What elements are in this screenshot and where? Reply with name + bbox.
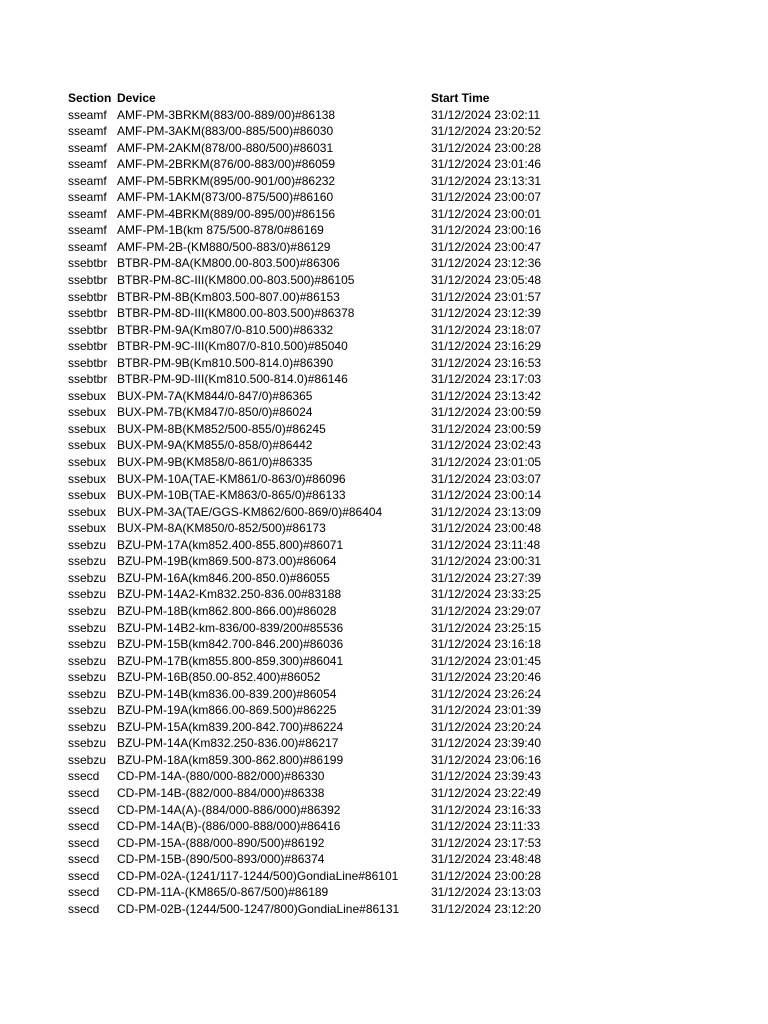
table-row [68,487,561,504]
table-row [68,305,561,322]
start-time-cell: 31/12/2024 23:33:25 [431,587,542,602]
start-time-cell: 31/12/2024 23:06:16 [431,752,542,767]
section-cell: sseamf [68,239,107,254]
device-cell: BZU-PM-14A(Km832.250-836.00)#86217 [117,736,339,751]
start-time-column-header: Start Time [431,91,490,105]
section-cell: ssecd [68,868,100,883]
start-time-cell: 31/12/2024 23:22:49 [431,785,542,800]
table-row [68,901,561,918]
table-row [68,504,561,521]
section-cell: ssecd [68,802,100,817]
section-cell: ssebzu [68,554,107,569]
section-cell: ssecd [68,835,100,850]
table-row [68,702,561,719]
start-time-cell: 31/12/2024 23:25:15 [431,620,542,635]
device-cell: AMF-PM-1B(km 875/500-878/0#86169 [117,223,324,238]
start-time-cell: 31/12/2024 23:48:48 [431,852,542,867]
section-column-header: Section [68,91,112,105]
section-cell: ssebux [68,471,107,486]
device-cell: AMF-PM-1AKM(873/00-875/500)#86160 [117,190,334,205]
device-cell: CD-PM-14A(A)-(884/000-886/000)#86392 [117,802,341,817]
section-cell: ssebzu [68,703,107,718]
device-cell: BTBR-PM-8B(Km803.500-807.00)#86153 [117,289,340,304]
device-cell: BZU-PM-18A(km859.300-862.800)#86199 [117,752,344,767]
section-cell: ssebzu [68,620,107,635]
table-row [68,272,561,289]
section-cell: sseamf [68,173,107,188]
device-cell: AMF-PM-3BRKM(883/00-889/00)#86138 [117,107,336,122]
start-time-cell: 31/12/2024 23:16:29 [431,339,542,354]
table-row [68,437,561,454]
start-time-cell: 31/12/2024 23:03:07 [431,471,542,486]
device-cell: BTBR-PM-9C-III(Km807/0-810.500)#85040 [117,339,348,354]
device-cell: BZU-PM-18B(km862.800-866.00)#86028 [117,603,337,618]
start-time-cell: 31/12/2024 23:17:03 [431,372,542,387]
start-time-cell: 31/12/2024 23:39:43 [431,769,542,784]
device-cell: BZU-PM-16A(km846.200-850.0)#86055 [117,570,330,585]
device-cell: AMF-PM-3AKM(883/00-885/500)#86030 [117,124,334,139]
table-row [68,835,561,852]
table-row [68,620,561,637]
section-cell: ssecd [68,885,100,900]
table-row [68,735,561,752]
section-cell: ssebtbr [68,306,108,321]
section-cell: sseamf [68,223,107,238]
device-cell: BUX-PM-9A(KM855/0-858/0)#86442 [117,438,313,453]
section-cell: ssecd [68,901,100,916]
start-time-cell: 31/12/2024 23:13:42 [431,388,542,403]
section-cell: ssecd [68,852,100,867]
device-cell: BUX-PM-8B(KM852/500-855/0)#86245 [117,421,326,436]
section-cell: ssebtbr [68,372,108,387]
section-cell: ssebzu [68,603,107,618]
start-time-cell: 31/12/2024 23:00:28 [431,868,542,883]
section-cell: ssebux [68,388,107,403]
start-time-cell: 31/12/2024 23:13:31 [431,173,542,188]
device-cell: CD-PM-15A-(888/000-890/500)#86192 [117,835,325,850]
start-time-cell: 31/12/2024 23:16:33 [431,802,542,817]
device-cell: BZU-PM-17A(km852.400-855.800)#86071 [117,537,344,552]
table-row [68,123,561,140]
start-time-cell: 31/12/2024 23:20:24 [431,719,542,734]
device-cell: CD-PM-14A-(880/000-882/000)#86330 [117,769,325,784]
start-time-cell: 31/12/2024 23:16:18 [431,637,542,652]
device-cell: BTBR-PM-8D-III(KM800.00-803.500)#86378 [117,306,355,321]
table-row [68,355,561,372]
section-cell: ssebzu [68,736,107,751]
start-time-cell: 31/12/2024 23:01:45 [431,653,542,668]
device-cell: CD-PM-02A-(1241/117-1244/500)GondiaLine#86101 [117,868,399,883]
device-cell: BTBR-PM-8C-III(KM800.00-803.500)#86105 [117,273,355,288]
table-row [68,322,561,339]
start-time-cell: 31/12/2024 23:00:28 [431,140,542,155]
start-time-cell: 31/12/2024 23:01:39 [431,703,542,718]
table-row [68,189,561,206]
start-time-cell: 31/12/2024 23:00:47 [431,239,542,254]
device-cell: BUX-PM-8A(KM850/0-852/500)#86173 [117,521,326,536]
section-cell: ssebzu [68,587,107,602]
device-cell: BTBR-PM-9B(Km810.500-814.0)#86390 [117,355,334,370]
start-time-cell: 31/12/2024 23:00:16 [431,223,542,238]
device-cell: AMF-PM-5BRKM(895/00-901/00)#86232 [117,173,336,188]
table-row [68,686,561,703]
table-row [68,222,561,239]
device-cell: CD-PM-15B-(890/500-893/000)#86374 [117,852,325,867]
section-cell: sseamf [68,124,107,139]
start-time-cell: 31/12/2024 23:01:46 [431,157,542,172]
section-cell: ssecd [68,819,100,834]
section-cell: ssebux [68,488,107,503]
device-cell: BZU-PM-14A2-Km832.250-836.00#83188 [117,587,342,602]
table-row [68,388,561,405]
device-cell: BZU-PM-15A(km839.200-842.700)#86224 [117,719,344,734]
device-cell: BUX-PM-10A(TAE-KM861/0-863/0)#86096 [117,471,346,486]
table-row [68,338,561,355]
device-cell: BUX-PM-7A(KM844/0-847/0)#86365 [117,388,313,403]
section-cell: sseamf [68,190,107,205]
header-row [68,90,561,107]
start-time-cell: 31/12/2024 23:26:24 [431,686,542,701]
section-cell: ssebzu [68,670,107,685]
device-cell: CD-PM-11A-(KM865/0-867/500)#86189 [117,885,329,900]
start-time-cell: 31/12/2024 23:20:46 [431,670,542,685]
table-row [68,884,561,901]
start-time-cell: 31/12/2024 23:29:07 [431,603,542,618]
start-time-cell: 31/12/2024 23:13:09 [431,504,542,519]
device-cell: BZU-PM-14B(km836.00-839.200)#86054 [117,686,337,701]
section-cell: ssebzu [68,752,107,767]
start-time-cell: 31/12/2024 23:39:40 [431,736,542,751]
start-time-cell: 31/12/2024 23:00:14 [431,488,542,503]
section-cell: ssebtbr [68,273,108,288]
start-time-cell: 31/12/2024 23:27:39 [431,570,542,585]
start-time-cell: 31/12/2024 23:11:33 [431,819,541,834]
start-time-cell: 31/12/2024 23:00:59 [431,405,542,420]
section-cell: ssebux [68,438,107,453]
section-cell: ssebtbr [68,256,108,271]
device-cell: BUX-PM-10B(TAE-KM863/0-865/0)#86133 [117,488,346,503]
device-cell: BUX-PM-7B(KM847/0-850/0)#86024 [117,405,313,420]
device-table [68,90,561,917]
device-cell: CD-PM-02B-(1244/500-1247/800)GondiaLine#86131 [117,901,400,916]
section-cell: ssebzu [68,570,107,585]
section-cell: ssebtbr [68,355,108,370]
device-start-time-sheet [68,90,561,917]
device-cell: BZU-PM-14B2-km-836/00-839/200#85536 [117,620,344,635]
table-row [68,570,561,587]
table-row [68,768,561,785]
section-cell: ssebzu [68,537,107,552]
table-row [68,818,561,835]
device-column-header: Device [117,91,156,105]
table-row [68,868,561,885]
section-cell: sseamf [68,206,107,221]
start-time-cell: 31/12/2024 23:01:05 [431,455,542,470]
table-row [68,239,561,256]
table-row [68,802,561,819]
device-cell: BTBR-PM-8A(KM800.00-803.500)#86306 [117,256,340,271]
section-cell: ssebux [68,405,107,420]
start-time-cell: 31/12/2024 23:13:03 [431,885,542,900]
section-cell: sseamf [68,140,107,155]
section-cell: sseamf [68,157,107,172]
start-time-cell: 31/12/2024 23:12:36 [431,256,542,271]
table-row [68,140,561,157]
table-row [68,537,561,554]
table-row [68,421,561,438]
section-cell: ssebzu [68,637,107,652]
table-row [68,255,561,272]
table-row [68,586,561,603]
section-cell: ssebzu [68,719,107,734]
device-cell: AMF-PM-2BRKM(876/00-883/00)#86059 [117,157,336,172]
start-time-cell: 31/12/2024 23:01:57 [431,289,542,304]
table-row [68,636,561,653]
section-cell: sseamf [68,107,107,122]
section-cell: ssebux [68,521,107,536]
table-row [68,553,561,570]
start-time-cell: 31/12/2024 23:12:39 [431,306,542,321]
section-cell: ssebzu [68,686,107,701]
table-row [68,173,561,190]
table-row [68,785,561,802]
device-cell: BZU-PM-16B(850.00-852.400)#86052 [117,670,321,685]
table-row [68,471,561,488]
start-time-cell: 31/12/2024 23:20:52 [431,124,542,139]
start-time-cell: 31/12/2024 23:16:53 [431,355,542,370]
device-cell: BTBR-PM-9A(Km807/0-810.500)#86332 [117,322,334,337]
start-time-cell: 31/12/2024 23:02:43 [431,438,542,453]
table-row [68,454,561,471]
table-row [68,719,561,736]
device-cell: BZU-PM-15B(km842.700-846.200)#86036 [117,637,344,652]
device-cell: AMF-PM-4BRKM(889/00-895/00)#86156 [117,206,336,221]
table-row [68,289,561,306]
start-time-cell: 31/12/2024 23:12:20 [431,901,542,916]
section-cell: ssecd [68,769,100,784]
start-time-cell: 31/12/2024 23:00:48 [431,521,542,536]
table-row [68,520,561,537]
device-cell: BZU-PM-19B(km869.500-873.00)#86064 [117,554,337,569]
table-row [68,669,561,686]
device-cell: AMF-PM-2B-(KM880/500-883/0)#86129 [117,239,331,254]
section-cell: ssebux [68,421,107,436]
table-row [68,653,561,670]
start-time-cell: 31/12/2024 23:00:07 [431,190,542,205]
table-row [68,752,561,769]
device-cell: AMF-PM-2AKM(878/00-880/500)#86031 [117,140,334,155]
device-cell: BUX-PM-3A(TAE/GGS-KM862/600-869/0)#86404 [117,504,383,519]
section-cell: ssebtbr [68,289,108,304]
section-cell: ssebtbr [68,339,108,354]
device-cell: CD-PM-14A(B)-(886/000-888/000)#86416 [117,819,341,834]
table-body [68,107,561,918]
start-time-cell: 31/12/2024 23:00:01 [431,206,542,221]
start-time-cell: 31/12/2024 23:11:48 [431,537,541,552]
table-row [68,206,561,223]
start-time-cell: 31/12/2024 23:18:07 [431,322,542,337]
start-time-cell: 31/12/2024 23:00:31 [431,554,542,569]
table-row [68,603,561,620]
section-cell: ssebtbr [68,322,108,337]
device-cell: BZU-PM-19A(km866.00-869.500)#86225 [117,703,337,718]
device-cell: BZU-PM-17B(km855.800-859.300)#86041 [117,653,344,668]
start-time-cell: 31/12/2024 23:00:59 [431,421,542,436]
start-time-cell: 31/12/2024 23:02:11 [431,107,541,122]
section-cell: ssebux [68,455,107,470]
start-time-cell: 31/12/2024 23:17:53 [431,835,542,850]
table-row [68,404,561,421]
table-row [68,107,561,124]
start-time-cell: 31/12/2024 23:05:48 [431,273,542,288]
device-cell: CD-PM-14B-(882/000-884/000)#86338 [117,785,325,800]
table-row [68,851,561,868]
section-cell: ssecd [68,785,100,800]
table-row [68,371,561,388]
section-cell: ssebzu [68,653,107,668]
device-cell: BUX-PM-9B(KM858/0-861/0)#86335 [117,455,313,470]
section-cell: ssebux [68,504,107,519]
table-row [68,156,561,173]
device-cell: BTBR-PM-9D-III(Km810.500-814.0)#86146 [117,372,348,387]
